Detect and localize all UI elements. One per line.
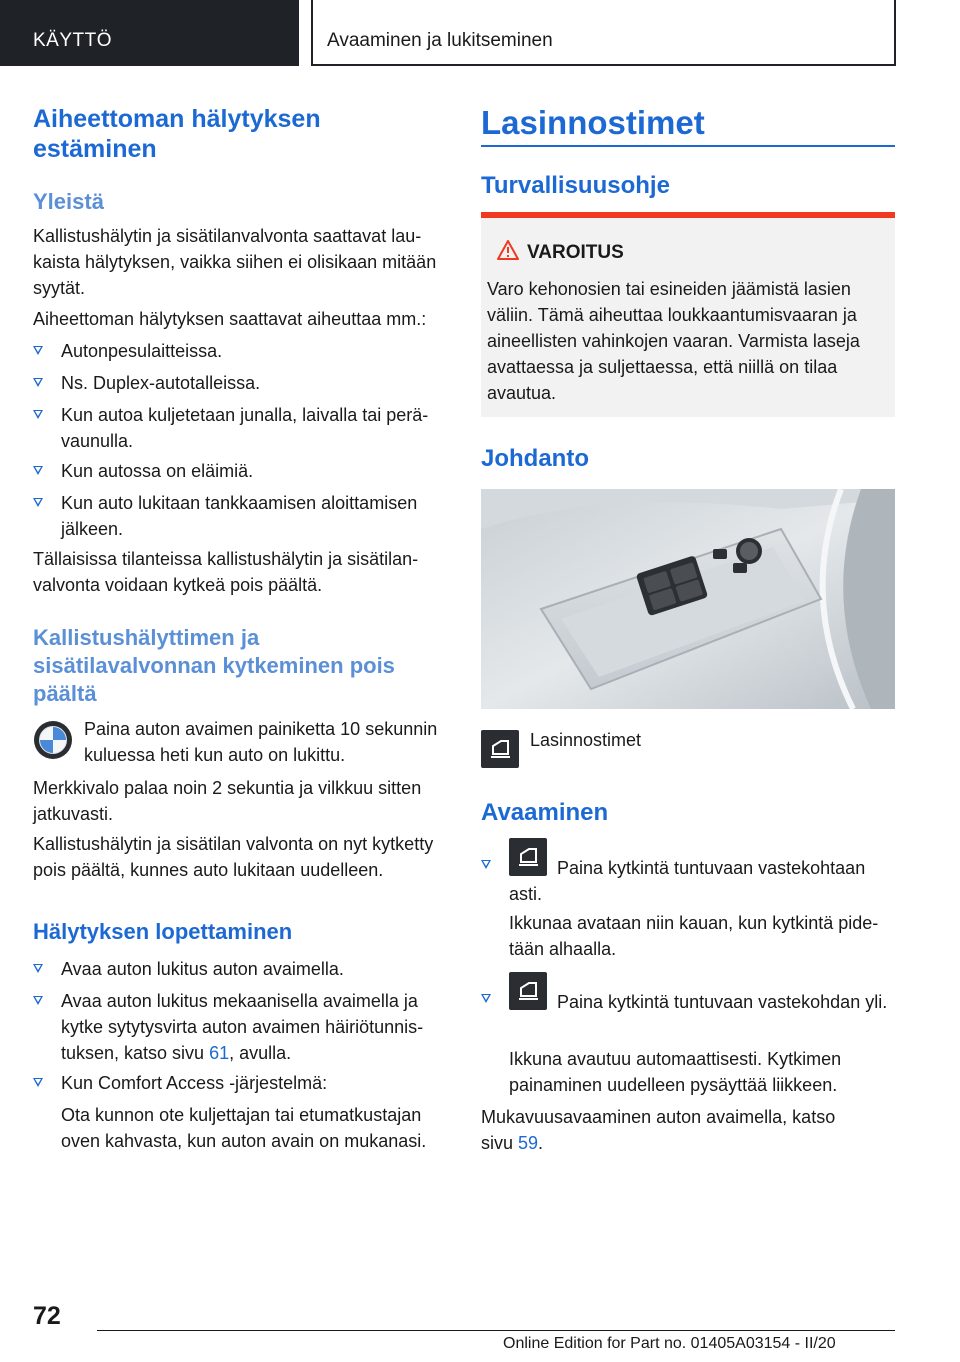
comfort-access-sub: Ota kunnon ote kuljettajan tai etumatkustajan oven kahvasta, kun auton avain on mukanasi. bbox=[61, 1105, 427, 1151]
list-item: Avaa auton lukitus auton avaimella. bbox=[33, 956, 443, 982]
switchoff-para2: Kallistushälytin ja sisätilan valvonta on nyt kytketty pois päältä, kunnes auto lukitaan uudelleen. bbox=[33, 834, 434, 880]
bmw-key-icon bbox=[33, 720, 73, 760]
general-para2: Aiheettoman hälytyksen saattavat aiheuttaa mm.: bbox=[33, 309, 427, 329]
bullet-triangle-icon bbox=[481, 860, 491, 869]
general-heading: Yleistä bbox=[33, 189, 104, 214]
opening-item1-sub: Ikkunaa avataan niin kauan, kun kytkintä pidetään alhaalla. bbox=[509, 913, 879, 959]
stop-heading: Hälytyksen lopettaminen bbox=[33, 919, 293, 944]
edition-text: Online Edition for Part no. 01405A03154 - II/20 bbox=[503, 1335, 836, 1352]
warning-title: VAROITUS bbox=[527, 242, 624, 263]
list-item: Kun auto lukitaan tankkaamisen aloittamisen jälkeen. bbox=[33, 490, 443, 542]
switchoff-heading: Kallistushälyttimen ja sisätilavalvonnan kytkeminen pois päältä bbox=[33, 625, 395, 706]
bullet-triangle-icon bbox=[481, 994, 491, 1003]
comfort-opening-para: Mukavuusavaaminen auton avaimella, katso sivu 59. bbox=[481, 1107, 836, 1153]
left-title: Aiheettoman hälytyksen estäminen bbox=[33, 105, 321, 163]
general-para3: Tällaisissa tilanteissa kallistushälytin ja sisätilanvalvonta voidaan kytkeä pois päältä. bbox=[33, 549, 419, 595]
page-link-61[interactable]: 61 bbox=[209, 1043, 230, 1063]
safety-heading: Turvallisuusohje bbox=[481, 172, 670, 199]
icon-caption: Lasinnostimet bbox=[530, 730, 642, 750]
list-item: Kun autossa on eläimiä. bbox=[33, 458, 443, 484]
bullet-triangle-icon bbox=[33, 410, 43, 419]
chapter-tab bbox=[311, 0, 896, 66]
warning-triangle-icon bbox=[497, 240, 519, 260]
chapter-title: Avaaminen ja lukitseminen bbox=[327, 30, 553, 51]
list-item: Avaa auton lukitus mekaanisella avaimella ja kytke sytytysvirta auton avaimen häiriötunnistuksen, katso sivu 61, avulla. bbox=[33, 988, 448, 1066]
footer-rule bbox=[97, 1330, 895, 1331]
list-item: Kun Comfort Access -järjestelmä: bbox=[33, 1070, 443, 1096]
section-title: KÄYTTÖ bbox=[33, 30, 113, 51]
list-item: Ns. Duplex-autotalleissa. bbox=[33, 370, 443, 396]
right-title: Lasinnostimet bbox=[481, 104, 705, 141]
window-lifter-icon bbox=[481, 730, 519, 768]
opening-item1: Paina kytkintä tuntuvaan vastekohtaan asti. bbox=[509, 858, 866, 904]
switchoff-para1: Merkkivalo palaa noin 2 sekuntia ja vilkkuu sitten jatkuvasti. bbox=[33, 778, 422, 824]
warning-text: Varo kehonosien tai esineiden jäämistä lasien väliin. Tämä aiheuttaa loukkaantumisvaaran ja aineellisten vahinkojen vaaran. Varmista laseja avattaessa ja suljettaessa, että niillä on tilaa avautua. bbox=[487, 279, 860, 403]
bullet-triangle-icon bbox=[33, 964, 43, 973]
bullet-triangle-icon bbox=[33, 996, 43, 1005]
intro-heading: Johdanto bbox=[481, 445, 589, 472]
warning-box bbox=[481, 212, 895, 417]
key-instruction: Paina auton avaimen painiketta 10 sekunnin kuluessa heti kun auto on lukittu. bbox=[84, 719, 438, 765]
opening-item2-sub: Ikkuna avautuu automaattisesti. Kytkimen painaminen uudelleen pysäyttää liikkeen. bbox=[509, 1049, 842, 1095]
opening-heading: Avaaminen bbox=[481, 799, 609, 826]
page-number: 72 bbox=[33, 1302, 61, 1330]
bullet-triangle-icon bbox=[33, 346, 43, 355]
bullet-triangle-icon bbox=[33, 498, 43, 507]
bullet-triangle-icon bbox=[33, 1078, 43, 1087]
opening-item2: Paina kytkintä tuntuvaan vastekohdan yli. bbox=[557, 992, 888, 1012]
bullet-triangle-icon bbox=[33, 466, 43, 475]
title-rule bbox=[481, 145, 895, 147]
list-item: Kun autoa kuljetetaan junalla, laivalla tai perävaunulla. bbox=[33, 402, 443, 454]
page-link-59[interactable]: 59 bbox=[518, 1133, 539, 1153]
section-tab bbox=[0, 0, 299, 66]
bullet-triangle-icon bbox=[33, 378, 43, 387]
list-item: Autonpesulaitteissa. bbox=[33, 338, 443, 364]
general-para1: Kallistushälytin ja sisätilanvalvonta saattavat laukaista hälytyksen, vaikka siihen ei olisikaan mitään syytät. bbox=[33, 226, 437, 298]
window-switch-photo bbox=[481, 489, 895, 709]
